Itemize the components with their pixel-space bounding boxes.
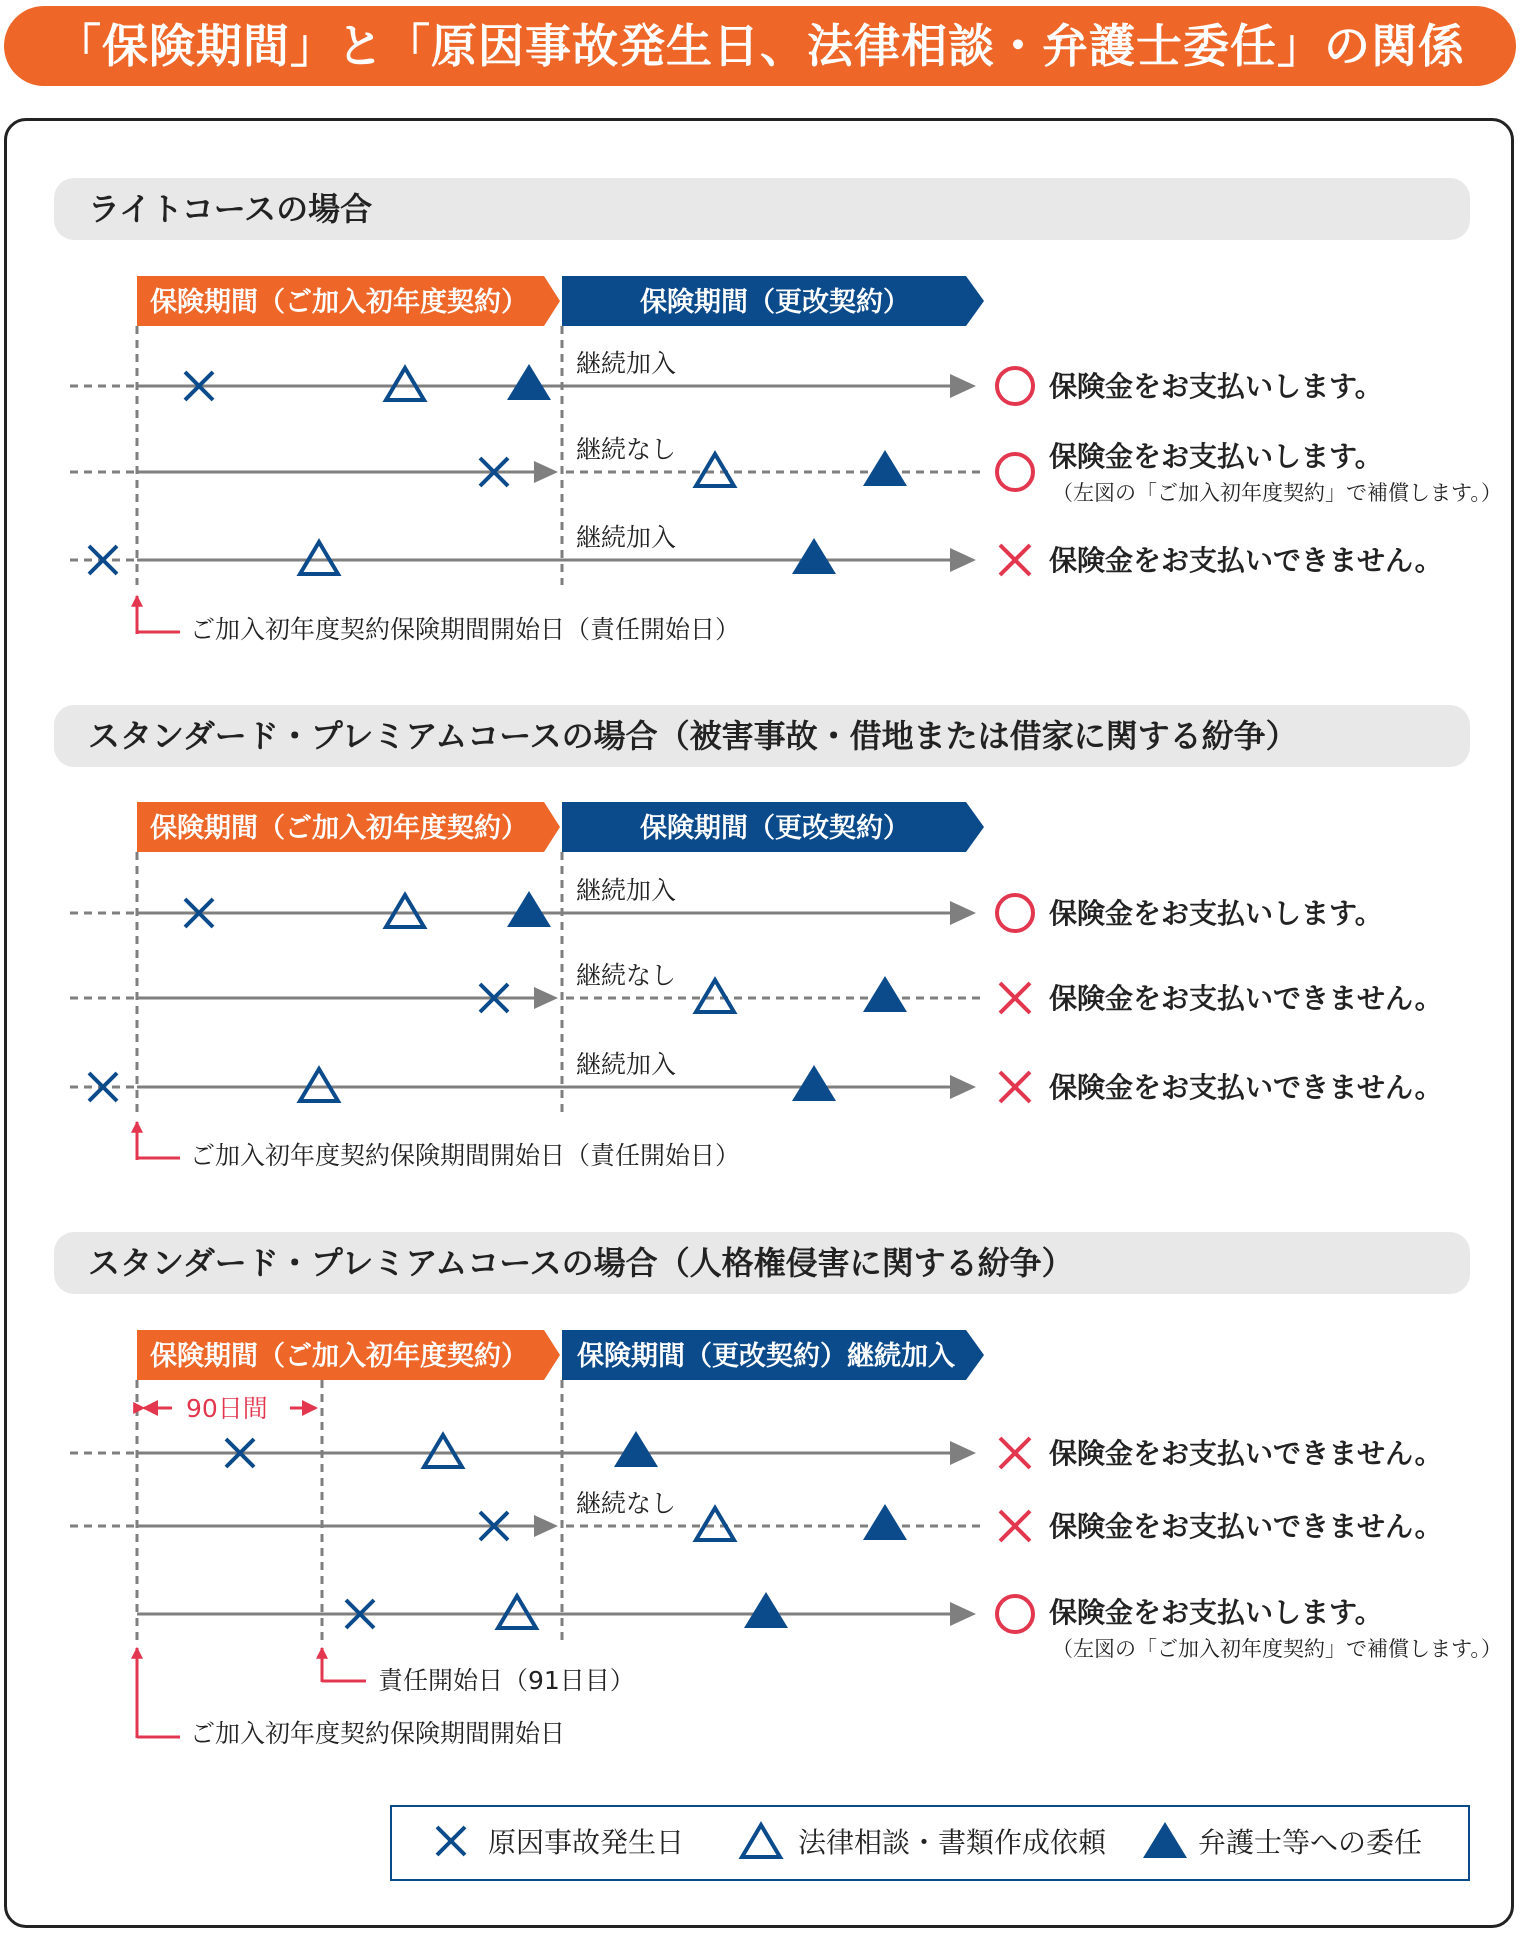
legend-item-label: 法律相談・書類作成依頼 [798,1826,1107,1859]
arrow-head [534,987,558,1009]
band-renewal-label: 保険期間（更改契約） [640,287,910,318]
result-text: 保険金をお支払いします。 [1049,897,1383,930]
cross-result-icon [1000,1438,1030,1468]
arrow-head [534,1515,558,1537]
open-triangle-icon [300,1069,338,1101]
cross-result-icon [1000,1072,1030,1102]
filled-triangle-icon [863,976,907,1012]
timeline-row [70,349,1383,404]
band-renewal-label: 保険期間（更改契約） [640,813,910,844]
filled-triangle-icon [507,364,551,400]
filled-triangle-icon [863,1504,907,1540]
band-first-year-label: 保険期間（ご加入初年度契約） [150,1341,528,1372]
filled-triangle-icon [863,450,907,486]
cross-result-icon [1000,1511,1030,1541]
arrow-head [950,548,976,572]
circle-icon [997,1596,1033,1632]
legend-item-label: 弁護士等への委任 [1198,1826,1423,1859]
timeline-row [70,523,1443,577]
line-label: 継続なし [576,1489,677,1518]
result-text: 保険金をお支払いできません。 [1049,1071,1443,1104]
timeline-row [70,1050,1443,1104]
responsibility-date-label: 責任開始日（91日目） [378,1666,635,1695]
arrow-head [534,461,558,483]
cross-result-icon [1000,983,1030,1013]
line-label: 継続加入 [576,523,677,552]
open-triangle-icon [696,980,734,1012]
timeline-row [70,876,1383,931]
result-text: 保険金をお支払いできません。 [1049,982,1443,1015]
legend-item-label: 原因事故発生日 [488,1826,685,1859]
result-text: 保険金をお支払いします。 [1049,440,1383,473]
waiting-period [142,1394,318,1423]
filled-triangle-icon [614,1431,658,1467]
result-text: 保険金をお支払いできません。 [1049,1510,1443,1543]
timeline-row [70,1431,1443,1470]
circle-icon [997,895,1033,931]
line-label: 継続加入 [576,349,677,378]
legend [391,1806,1469,1880]
arrow-head [950,901,976,925]
section-heading: ライトコースの場合 [88,190,373,228]
open-triangle-icon [386,368,424,400]
band-renewal-label: 保険期間（更改契約）継続加入 [577,1341,955,1372]
line-label: 継続加入 [576,1050,677,1079]
section-standard-damage [54,705,1470,1170]
cross-result-icon [1000,545,1030,575]
arrow-head [950,1075,976,1099]
section-light [54,178,1502,644]
circle-icon [997,454,1033,490]
section-heading: スタンダード・プレミアムコースの場合（人格権侵害に関する紛争） [88,1244,1074,1282]
result-text: 保険金をお支払いします。 [1049,1596,1383,1629]
arrow-head [950,374,976,398]
open-triangle-icon [498,1596,536,1628]
line-label: 継続なし [576,435,677,464]
page-title: 「保険期間」と「原因事故発生日、法律相談・弁護士委任」の関係 [4,6,1516,86]
filled-triangle-icon [744,1592,788,1628]
result-text: 保険金をお支払いできません。 [1049,1437,1443,1470]
open-triangle-icon [696,454,734,486]
open-triangle-icon [424,1435,462,1467]
filled-triangle-icon [507,891,551,927]
start-date-label: ご加入初年度契約保険期間開始日（責任開始日） [190,615,741,644]
result-text: 保険金をお支払いします。 [1049,370,1383,403]
band-first-year-label: 保険期間（ご加入初年度契約） [150,813,528,844]
line-label: 継続なし [576,961,677,990]
result-note: （左図の「ご加入初年度契約」で補償します。） [1052,1637,1502,1661]
timeline-row [70,961,1443,1015]
timeline-row [70,1489,1443,1543]
open-triangle-icon [300,542,338,574]
section-standard-personality [54,1232,1502,1748]
result-text: 保険金をお支払いできません。 [1049,544,1443,577]
start-date-label: ご加入初年度契約保険期間開始日 [190,1719,566,1748]
section-heading: スタンダード・プレミアムコースの場合（被害事故・借地または借家に関する紛争） [88,717,1298,755]
filled-triangle-icon [792,1065,836,1101]
line-label: 継続加入 [576,876,677,905]
timeline-row [70,435,1502,505]
timeline-row [137,1592,1502,1661]
open-triangle-icon [386,895,424,927]
open-triangle-icon [696,1508,734,1540]
result-note: （左図の「ご加入初年度契約」で補償します。） [1052,481,1502,505]
waiting-period-label: 90日間 [186,1394,268,1423]
arrow-head [950,1602,976,1626]
circle-icon [997,368,1033,404]
filled-triangle-icon [792,538,836,574]
band-first-year-label: 保険期間（ご加入初年度契約） [150,287,528,318]
start-date-label: ご加入初年度契約保険期間開始日（責任開始日） [190,1141,741,1170]
arrow-head [950,1441,976,1465]
